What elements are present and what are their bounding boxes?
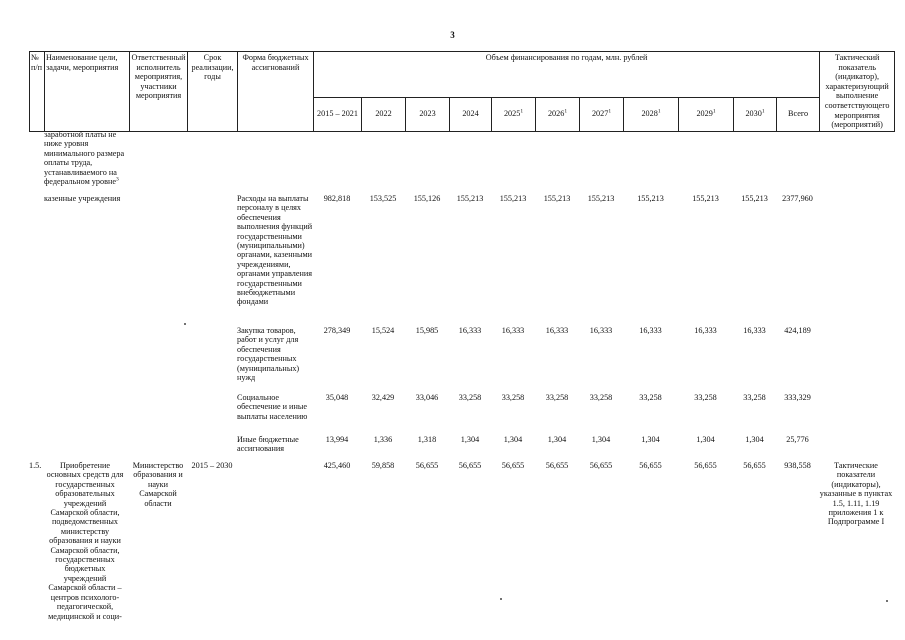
value-cell: 33,258 xyxy=(743,393,766,402)
footnote-marker: 1 xyxy=(761,108,765,115)
scan-speck xyxy=(500,598,502,600)
value-cell: 16,333 xyxy=(458,326,482,335)
budget-form-label: Закупка товаров, работ и услуг для обеспечения государственных (муниципальных) нужд xyxy=(237,326,300,383)
header-name: Наименование цели, задачи, мероприятия xyxy=(45,52,130,132)
item-number: 1.5. xyxy=(29,461,42,470)
item-name: Приобретение основных средств для государственных образовательных учреждений Самарской области, подведомственных министерству образования и науки Самарской области, государственных бюджетных учреждений Самарской области – центров психолого-педагогической, медицинской и соци- xyxy=(46,461,124,621)
value-cell: 278,349 xyxy=(323,326,351,335)
value-cell: 56,655 xyxy=(694,461,717,470)
value-cell: 33,258 xyxy=(458,393,482,402)
value-cell: 1,304 xyxy=(503,435,523,444)
value-cell: 13,994 xyxy=(325,435,349,444)
header-term: Срок реализации, годы xyxy=(188,52,238,132)
value-cell: 155,213 xyxy=(587,194,615,203)
value-cell: 32,429 xyxy=(371,393,395,402)
value-cell: 33,258 xyxy=(545,393,569,402)
header-year-8 xyxy=(679,97,734,131)
header-year-3 xyxy=(450,97,492,131)
value-cell: 1,304 xyxy=(460,435,480,444)
header-year-5 xyxy=(536,97,580,131)
value-cell: 35,048 xyxy=(325,393,349,402)
item-responsible: Министерство образования и науки Самарской области xyxy=(132,461,184,508)
value-cell: 938,558 xyxy=(784,461,811,470)
value-cell: 16,333 xyxy=(639,326,662,335)
value-cell: 15,985 xyxy=(415,326,439,335)
value-cell: 2377,960 xyxy=(782,194,813,203)
continued-text xyxy=(44,130,126,186)
value-cell: 56,655 xyxy=(501,461,525,470)
header-form: Форма бюджетных ассигнований xyxy=(238,52,314,132)
value-cell: 155,213 xyxy=(741,194,768,203)
value-cell: 155,126 xyxy=(413,194,441,203)
value-cell: 56,655 xyxy=(639,461,662,470)
header-year-9 xyxy=(734,97,777,131)
value-cell: 155,213 xyxy=(499,194,527,203)
value-cell: 1,304 xyxy=(547,435,567,444)
value-cell: 155,213 xyxy=(692,194,719,203)
header-no: № п/п xyxy=(30,52,45,132)
header-year-label: Всего xyxy=(788,109,809,119)
header-year-label: 2028 xyxy=(641,109,658,119)
value-cell: 155,213 xyxy=(637,194,664,203)
value-cell: 982,818 xyxy=(323,194,351,203)
value-cell: 56,655 xyxy=(415,461,439,470)
header-year-label: 2030 xyxy=(745,109,762,119)
footnote-marker: 1 xyxy=(608,108,612,115)
header-year-label: 2026 xyxy=(547,109,565,119)
value-cell: 1,318 xyxy=(417,435,437,444)
header-year-label: 2027 xyxy=(591,109,609,119)
header-volume: Объем финансирования по годам, млн. рублей xyxy=(314,52,820,98)
value-cell: 33,046 xyxy=(415,393,439,402)
scan-speck xyxy=(886,600,888,602)
header-year-4 xyxy=(492,97,536,131)
value-cell: 25,776 xyxy=(786,435,809,444)
continued-text-body: заработной платы не ниже уровня минимального размера оплаты труда, устанавливаемого на федеральном уровне xyxy=(44,130,125,187)
value-cell: 1,304 xyxy=(696,435,715,444)
header-year-label: 2015 – 2021 xyxy=(317,109,358,119)
value-cell: 333,329 xyxy=(784,393,811,402)
header-year-10 xyxy=(777,97,820,131)
value-cell: 16,333 xyxy=(589,326,613,335)
item-term: 2015 – 2030 xyxy=(191,461,233,470)
header-year-0 xyxy=(314,97,362,131)
header-year-label: 2023 xyxy=(419,109,436,119)
value-cell: 1,304 xyxy=(745,435,764,444)
budget-form-label: Расходы на выплаты персоналу в целях обеспечения выполнения функций государственными (муниципальными) органами, казенными учреждениями, органами управления государственными внебюджетными фондами xyxy=(237,194,313,307)
footnote-marker: 3 xyxy=(115,176,119,183)
value-cell: 1,304 xyxy=(591,435,611,444)
value-cell: 15,524 xyxy=(371,326,395,335)
header-year-7 xyxy=(624,97,679,131)
value-cell: 33,258 xyxy=(501,393,525,402)
footnote-marker: 1 xyxy=(712,108,716,115)
budget-form-label: Социальное обеспечение и иные выплаты населению xyxy=(237,393,308,421)
value-cell: 1,304 xyxy=(641,435,660,444)
value-cell: 33,258 xyxy=(589,393,613,402)
value-cell: 155,213 xyxy=(456,194,484,203)
budget-form-label: Иные бюджетные ассигнования xyxy=(237,435,299,454)
kazennye-label: казенные учреждения xyxy=(44,194,121,203)
value-cell: 16,333 xyxy=(545,326,569,335)
value-cell: 33,258 xyxy=(639,393,662,402)
footnote-marker: 1 xyxy=(520,108,524,115)
value-cell: 425,460 xyxy=(323,461,351,470)
value-cell: 16,333 xyxy=(694,326,717,335)
value-cell: 56,655 xyxy=(545,461,569,470)
value-cell: 33,258 xyxy=(694,393,717,402)
header-year-label: 2029 xyxy=(696,109,713,119)
value-cell: 16,333 xyxy=(501,326,525,335)
header-year-1 xyxy=(362,97,406,131)
table-header xyxy=(29,51,895,131)
value-cell: 56,655 xyxy=(458,461,482,470)
footnote-marker: 1 xyxy=(657,108,661,115)
value-cell: 153,525 xyxy=(369,194,397,203)
header-responsible: Ответственный исполнитель мероприятия, участники мероприятия xyxy=(130,52,188,132)
item-tactical: Тактические показатели (индикаторы), указанные в пунктах 1.5, 1.11, 1.19 приложения 1 к Подпрограмме I xyxy=(819,461,893,527)
value-cell: 56,655 xyxy=(589,461,613,470)
value-cell: 16,333 xyxy=(743,326,766,335)
header-year-label: 2022 xyxy=(375,109,392,119)
scan-speck xyxy=(184,323,186,325)
footnote-marker: 1 xyxy=(564,108,568,115)
value-cell: 56,655 xyxy=(743,461,766,470)
header-year-6 xyxy=(580,97,624,131)
header-year-label: 2024 xyxy=(462,109,479,119)
header-year-label: 2025 xyxy=(503,109,521,119)
page-number: 3 xyxy=(450,30,455,40)
value-cell: 59,858 xyxy=(371,461,395,470)
value-cell: 155,213 xyxy=(543,194,571,203)
header-tactical: Тактический показатель (индикатор), характеризующий выполнение соответствующего мероприятия (мероприятий) xyxy=(820,52,895,132)
header-year-2 xyxy=(406,97,450,131)
value-cell: 424,189 xyxy=(784,326,811,335)
value-cell: 1,336 xyxy=(373,435,393,444)
